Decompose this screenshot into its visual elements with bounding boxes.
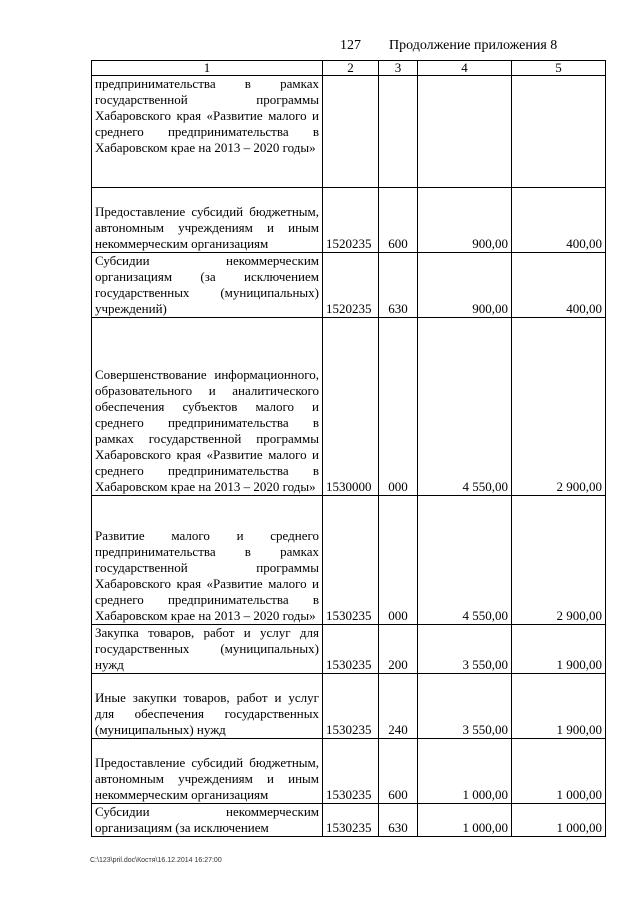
- table-header-row: [92, 61, 606, 76]
- row-code: 1530000: [323, 318, 379, 496]
- row-sum-2016: 2 900,00: [512, 318, 606, 496]
- table-row: [92, 188, 606, 253]
- column-header: 3: [379, 61, 418, 76]
- budget-table: [91, 60, 606, 837]
- row-sum-2015: 900,00: [418, 188, 512, 253]
- row-expense-type: 600: [379, 739, 418, 804]
- continuation-label: Продолжение приложения 8: [389, 38, 558, 53]
- row-name: Развитие малого и среднего предпринимательства в рамках государственной программы Хабаровского края «Развитие малого и среднего предпринимательства в Хабаровском крае на 2013 – 2020 годы»: [92, 496, 323, 625]
- row-sum-2016: 1 000,00: [512, 804, 606, 837]
- row-expense-type: 200: [379, 625, 418, 674]
- row-sum-2015: 1 000,00: [418, 804, 512, 837]
- row-name: предпринимательства в рамках государственной программы Хабаровского края «Развитие малого и среднего предпринимательства в Хабаровском крае на 2013 – 2020 годы»: [92, 76, 323, 188]
- table-row: [92, 739, 606, 804]
- row-code: 1520235: [323, 253, 379, 318]
- row-expense-type: 000: [379, 318, 418, 496]
- row-expense-type: [379, 76, 418, 188]
- table-row: [92, 674, 606, 739]
- row-name: Предоставление субсидий бюджетным, автономным учреждениям и иным некоммерческим организациям: [92, 188, 323, 253]
- row-sum-2016: 1 900,00: [512, 674, 606, 739]
- row-name: Закупка товаров, работ и услуг для государственных (муниципальных) нужд: [92, 625, 323, 674]
- page-header: [0, 38, 640, 58]
- row-name: Совершенствование информационного, образовательного и аналитического обеспечения субъектов малого и среднего предпринимательства в рамках государственной программы Хабаровского края «Развитие малого и среднего предпринимательства в Хабаровском крае на 2013 – 2020 годы»: [92, 318, 323, 496]
- table-row: [92, 76, 606, 188]
- column-header: 2: [323, 61, 379, 76]
- row-name: Предоставление субсидий бюджетным, автономным учреждениям и иным некоммерческим организациям: [92, 739, 323, 804]
- row-sum-2015: 1 000,00: [418, 739, 512, 804]
- row-expense-type: 240: [379, 674, 418, 739]
- row-sum-2016: 400,00: [512, 188, 606, 253]
- row-sum-2015: 900,00: [418, 253, 512, 318]
- row-expense-type: 000: [379, 496, 418, 625]
- table-row: [92, 625, 606, 674]
- row-sum-2016: 1 900,00: [512, 625, 606, 674]
- page-number: 127: [340, 38, 361, 53]
- row-sum-2016: 2 900,00: [512, 496, 606, 625]
- row-name: Иные закупки товаров, работ и услуг для обеспечения государственных (муниципальных) нужд: [92, 674, 323, 739]
- row-name: Субсидии некоммерческим организациям (за исключением государственных (муниципальных) учреждений): [92, 253, 323, 318]
- row-code: 1530235: [323, 804, 379, 837]
- column-header: 4: [418, 61, 512, 76]
- row-code: 1530235: [323, 625, 379, 674]
- table-row: [92, 496, 606, 625]
- row-name: Субсидии некоммерческим организациям (за исключением: [92, 804, 323, 837]
- row-sum-2015: 4 550,00: [418, 318, 512, 496]
- row-expense-type: 600: [379, 188, 418, 253]
- column-header: 1: [92, 61, 323, 76]
- row-code: 1530235: [323, 739, 379, 804]
- row-sum-2016: 1 000,00: [512, 739, 606, 804]
- row-sum-2015: 4 550,00: [418, 496, 512, 625]
- table-row: [92, 253, 606, 318]
- row-sum-2015: [418, 76, 512, 188]
- row-sum-2016: [512, 76, 606, 188]
- row-code: [323, 76, 379, 188]
- file-path-footer: C:\123\pril.doc\Костя\16.12.2014 16:27:00: [90, 857, 222, 864]
- table-row: [92, 804, 606, 837]
- column-header: 5: [512, 61, 606, 76]
- row-code: 1530235: [323, 496, 379, 625]
- row-sum-2015: 3 550,00: [418, 625, 512, 674]
- row-expense-type: 630: [379, 253, 418, 318]
- row-sum-2015: 3 550,00: [418, 674, 512, 739]
- row-sum-2016: 400,00: [512, 253, 606, 318]
- table-row: [92, 318, 606, 496]
- row-code: 1520235: [323, 188, 379, 253]
- row-code: 1530235: [323, 674, 379, 739]
- row-expense-type: 630: [379, 804, 418, 837]
